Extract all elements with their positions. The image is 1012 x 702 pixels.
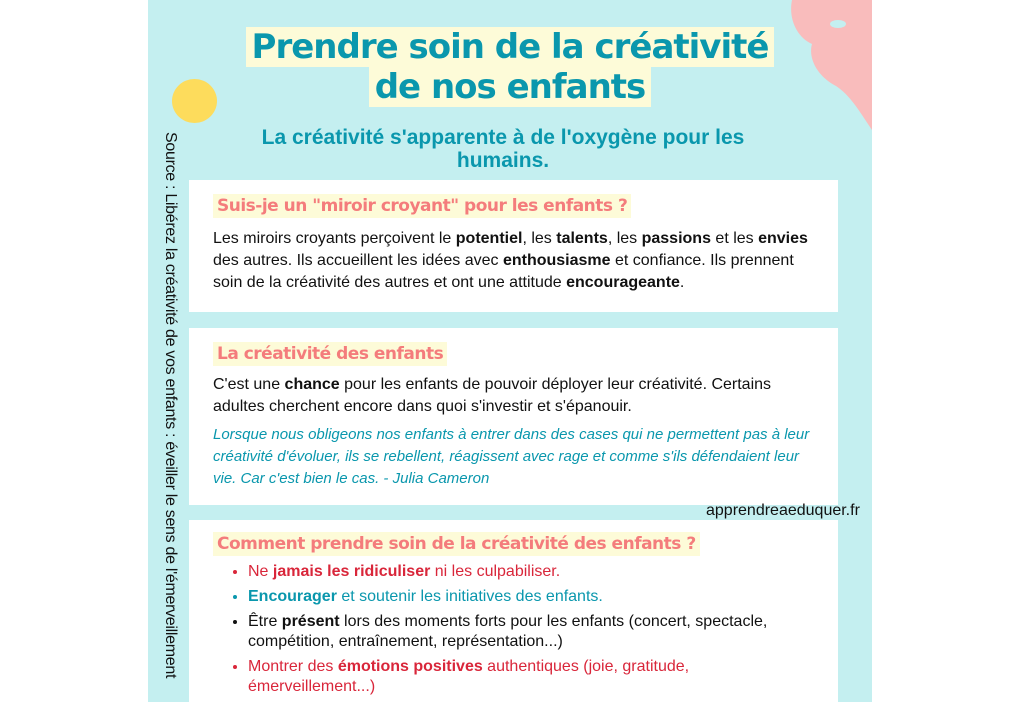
bold-text: présent xyxy=(281,613,340,630)
text-segment: lors des moments forts pour les enfants (concert, spectacle, compétition, entraînement, représentation...) xyxy=(248,613,768,650)
subtitle: La créativité s'apparente à de l'oxygène pour les humains. xyxy=(261,126,745,172)
text-segment: , les xyxy=(607,230,642,247)
bold-text: chance xyxy=(284,376,340,393)
poster xyxy=(148,0,872,702)
card-miroir xyxy=(189,180,838,312)
text-segment: C'est une xyxy=(213,376,285,393)
text-segment: Ne xyxy=(248,563,273,580)
card-heading: Suis-je un "miroir croyant" pour les enfants ? xyxy=(213,194,631,218)
card-comment xyxy=(189,520,838,702)
bold-text: émotions positives xyxy=(337,658,483,675)
source-caption: Source : Libérez la créativité de vos enfants : éveiller le sens de l'émerveillement xyxy=(162,132,179,679)
text-segment: des autres. Ils accueillent les idées avec xyxy=(213,252,503,269)
list-item xyxy=(248,612,814,652)
bold-text: talents xyxy=(556,230,608,247)
bold-text: envies xyxy=(758,230,808,247)
bold-text: Encourager xyxy=(248,588,337,605)
title-line-2: de nos enfants xyxy=(369,67,652,107)
card-heading: La créativité des enfants xyxy=(213,342,447,366)
page-title xyxy=(148,27,872,107)
site-link[interactable]: apprendreaeduquer.fr xyxy=(706,502,860,519)
text-segment: Être xyxy=(248,613,282,630)
card-paragraph xyxy=(213,228,814,294)
text-segment: . xyxy=(679,274,685,291)
text-segment: , les xyxy=(522,230,557,247)
text-segment: Montrer des xyxy=(248,658,338,675)
text-segment: pour les enfants de pouvoir déployer leur créativité. Certains adultes cherchent encore dans quoi s'investir et s'épanouir. xyxy=(213,376,772,415)
text-segment: et confiance. Ils prennent soin de la créativité des autres et ont une attitude xyxy=(213,252,794,291)
bold-text: passions xyxy=(641,230,711,247)
quote: Lorsque nous obligeons nos enfants à entrer dans des cases qui ne permettent pas à leur créativité d'évoluer, ils se rebellent, réagissent avec rage et comme s'ils défendaient leur vie. Car c'est bien le cas. - Julia Cameron xyxy=(213,426,810,487)
text-segment: et soutenir les initiatives des enfants. xyxy=(336,588,603,605)
text-segment: authentiques (joie, gratitude, émerveillement...) xyxy=(248,658,690,695)
text-segment: Les miroirs croyants perçoivent le xyxy=(213,230,456,247)
tips-list xyxy=(213,562,814,697)
bold-text: enthousiasme xyxy=(502,252,611,269)
list-item xyxy=(248,562,814,582)
list-item xyxy=(248,587,814,607)
card-paragraph xyxy=(213,374,814,418)
bold-text: encourageante xyxy=(566,274,680,291)
list-item xyxy=(248,657,814,697)
text-segment: ni les culpabiliser. xyxy=(430,563,561,580)
title-line-1: Prendre soin de la créativité xyxy=(246,27,775,67)
card-heading: Comment prendre soin de la créativité des enfants ? xyxy=(213,532,700,556)
bold-text: potentiel xyxy=(455,230,523,247)
bold-text: jamais les ridiculiser xyxy=(272,563,431,580)
text-segment: et les xyxy=(710,230,759,247)
card-creativite xyxy=(189,328,838,505)
